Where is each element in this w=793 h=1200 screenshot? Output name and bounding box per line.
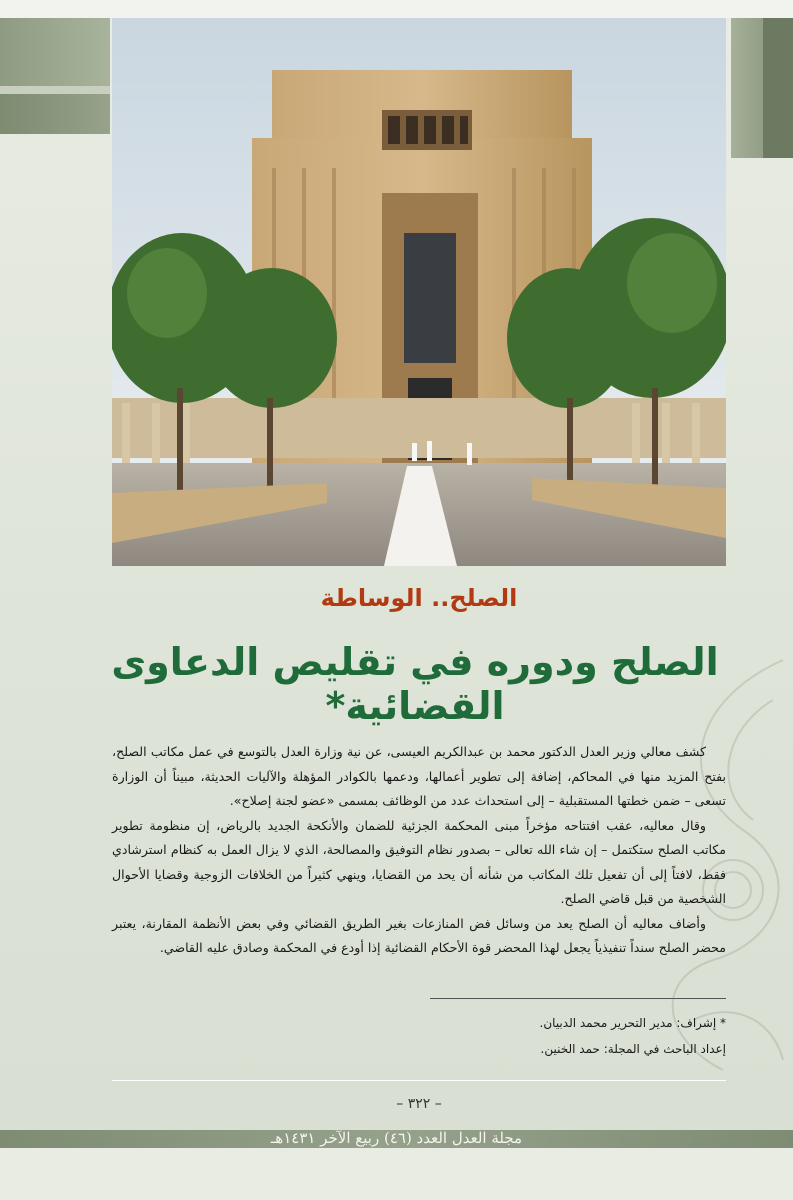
right-decorative-edge [763,18,793,158]
left-decorative-band-lower [0,94,110,134]
article-body [112,740,726,961]
footer-divider [112,1080,726,1081]
footnote-supervision: * إشراف: مدير التحرير محمد الدبيان. [539,1016,726,1030]
journal-issue-line: مجلة العدل العدد (٤٦) ربيع الآخر ١٤٣١هـ [270,1129,523,1147]
article-kicker: الصلح.. الوساطة [320,584,518,612]
bottom-margin [0,1148,793,1200]
footnote-divider [430,998,726,999]
article-paragraph: وأضاف معاليه أن الصلح يعد من وسائل فض المنازعات بغير الطريق القضائي وفي بعض الأنظمة المقارنة، يعتبر محضر الصلح سنداً تنفيذياً يجعل لهذا المحضر قوة الأحكام القضائية إذا أودع في المحكمة وصادق عليه القاضي. [112,915,726,955]
top-margin [0,0,793,18]
article-paragraph: وقال معاليه، عقب افتتاحه مؤخراً مبنى المحكمة الجزئية للضمان والأنكحة الجديد بالرياض، إن منظومة تطوير مكاتب الصلح ستكتمل – إن شاء الله تعالى – بصدور نظام التوفيق والمصالحة، الذي لا يزال العمل به كنظام استرشادي فقط، لافتاً إلى أن تفعيل تلك المكاتب من شأنه أن يحد من القضايا، وينهي كثيراً من الخلافات الزوجية وقضايا الأحوال الشخصية من قبل قاضي الصلح. [112,817,726,906]
article-headline: الصلح ودوره في تقليص الدعاوى القضائية* [111,640,719,728]
article-paragraph: كشف معالي وزير العدل الدكتور محمد بن عبدالكريم العيسى، عن نية وزارة العدل بالتوسع في عمل مكاتب الصلح، بفتح المزيد منها في المحاكم، إضافة إلى تطوير أعمالها، ودعمها بالكوادر المؤهلة والآليات الحديثة، مبيناً أن الوزارة تسعى – ضمن خطتها المستقبلية – إلى استحداث عدد من الوظائف بمسمى «عضو لجنة إصلاح». [112,744,726,808]
courthouse-illustration [112,18,726,566]
left-decorative-band [0,18,110,86]
left-decorative-stripe [0,86,110,94]
footnotes [112,1010,726,1062]
page-number: – ٣٢٢ – [396,1096,442,1112]
footnote-preparation: إعداد الباحث في المجلة: حمد الخنين. [540,1042,726,1056]
courthouse-photo [112,18,726,566]
